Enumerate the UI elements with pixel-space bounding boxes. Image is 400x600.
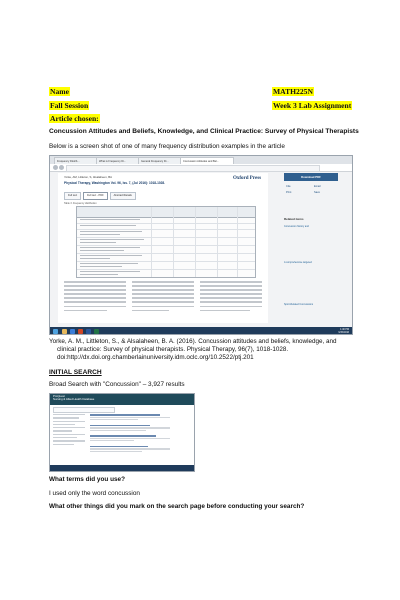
- table-row: [77, 269, 255, 277]
- apa-reference: [49, 338, 367, 362]
- browser-tab-bar: [50, 156, 352, 164]
- article-paragraph: [64, 281, 126, 314]
- results-list: [90, 414, 170, 453]
- related-item-link[interactable]: Sport-Related Concussions: [284, 303, 314, 306]
- save-link[interactable]: Save: [314, 191, 320, 194]
- windows-taskbar: [50, 327, 352, 335]
- powerpoint-icon: [78, 329, 83, 334]
- doc-tab-abstract: Abstract/Details: [110, 192, 136, 200]
- forward-icon: [59, 165, 64, 170]
- excel-icon: [94, 329, 99, 334]
- article-screenshot: [49, 155, 353, 335]
- print-link[interactable]: Print: [286, 191, 292, 194]
- browser-icon: [70, 329, 75, 334]
- browser-tab: Frequency Distrib...: [54, 157, 98, 165]
- browser-tab: What is Frequency Di...: [96, 157, 140, 165]
- start-icon: [53, 329, 58, 334]
- related-item-link[interactable]: Concussion history and: [284, 225, 309, 228]
- taskbar-clock: 1:40 PM 9/15/2016: [338, 328, 349, 334]
- article-paragraph: [132, 281, 194, 314]
- broad-search-text: Broad Search with "Concussion" – 3,927 results: [49, 381, 185, 388]
- question-other-things: What other things did you mark on the search page before conducting your search?: [49, 503, 305, 510]
- document-journal: Physical Therapy, Washington Vol. 96, Iss. 7, (Jul 2016): 1018-1028.: [64, 181, 166, 185]
- answer-terms: I used only the word concussion: [49, 490, 140, 497]
- assignment-label: Week 3 Lab Assignment: [273, 101, 352, 110]
- reference-doi: doi:http://dx.doi.org.chamberlainuniversity.idm.oclc.org/10.2522/ptj.201: [57, 354, 254, 361]
- email-link[interactable]: Email: [314, 185, 321, 188]
- question-terms: What terms did you use?: [49, 476, 125, 483]
- article-paragraph: [200, 281, 262, 314]
- database-header: [50, 394, 194, 405]
- article-title: Concussion Attitudes and Beliefs, Knowledge, and Clinical Practice: Survey of Physical Therapists: [49, 128, 359, 135]
- related-items-heading: Related items: [284, 217, 304, 221]
- doc-tab-pdf: Full text - PDF: [83, 192, 108, 200]
- doc-tab-full-text: Full text: [64, 192, 81, 200]
- related-item-link[interactable]: A comprehensive targeted: [284, 261, 312, 264]
- url-field: [66, 165, 320, 172]
- session-label: Fall Session: [50, 101, 89, 110]
- windows-taskbar: [50, 465, 194, 471]
- frequency-table: [76, 206, 256, 278]
- article-sidebar: [272, 173, 344, 323]
- search-input[interactable]: [53, 407, 115, 413]
- table-caption: Table 3. Frequency distribution: [64, 202, 97, 205]
- initial-search-heading: INITIAL SEARCH: [49, 369, 102, 376]
- word-icon: [86, 329, 91, 334]
- document-tabs: [64, 192, 136, 198]
- cite-link[interactable]: Cite: [286, 185, 291, 188]
- back-icon: [53, 165, 58, 170]
- publisher-logo: Oxford Press: [233, 176, 262, 181]
- reference-line: clinical practice: Survey of physical therapists. Physical Therapy, 96(7), 1018-1028.: [57, 346, 289, 353]
- document-citation: Yorke, AM, Littleton, S, Alsalaheen, BA: [64, 175, 112, 179]
- filter-panel: [53, 414, 85, 447]
- database-brand: ProQuest Nursing & Allied Health Database: [53, 394, 95, 402]
- course-code: MATH225N: [273, 87, 313, 96]
- folder-icon: [62, 329, 67, 334]
- address-bar: [50, 164, 352, 172]
- browser-tab: General Frequency Di...: [138, 157, 182, 165]
- search-results-screenshot: [49, 393, 195, 472]
- download-pdf-button[interactable]: Download PDF: [284, 173, 338, 181]
- article-document: [58, 173, 268, 323]
- reference-line: Yorke, A. M., Littleton, S., & Alsalaheen, B. A. (2016). Concussion attitudes and beliefs, knowledge, and: [49, 338, 337, 345]
- article-chosen-label: Article chosen:: [50, 114, 99, 123]
- intro-text: Below is a screen shot of one of many frequency distribution examples in the article: [49, 143, 285, 150]
- browser-tab-active: Concussion Attitudes and Bel...: [180, 157, 234, 165]
- name-label: Name: [50, 87, 69, 96]
